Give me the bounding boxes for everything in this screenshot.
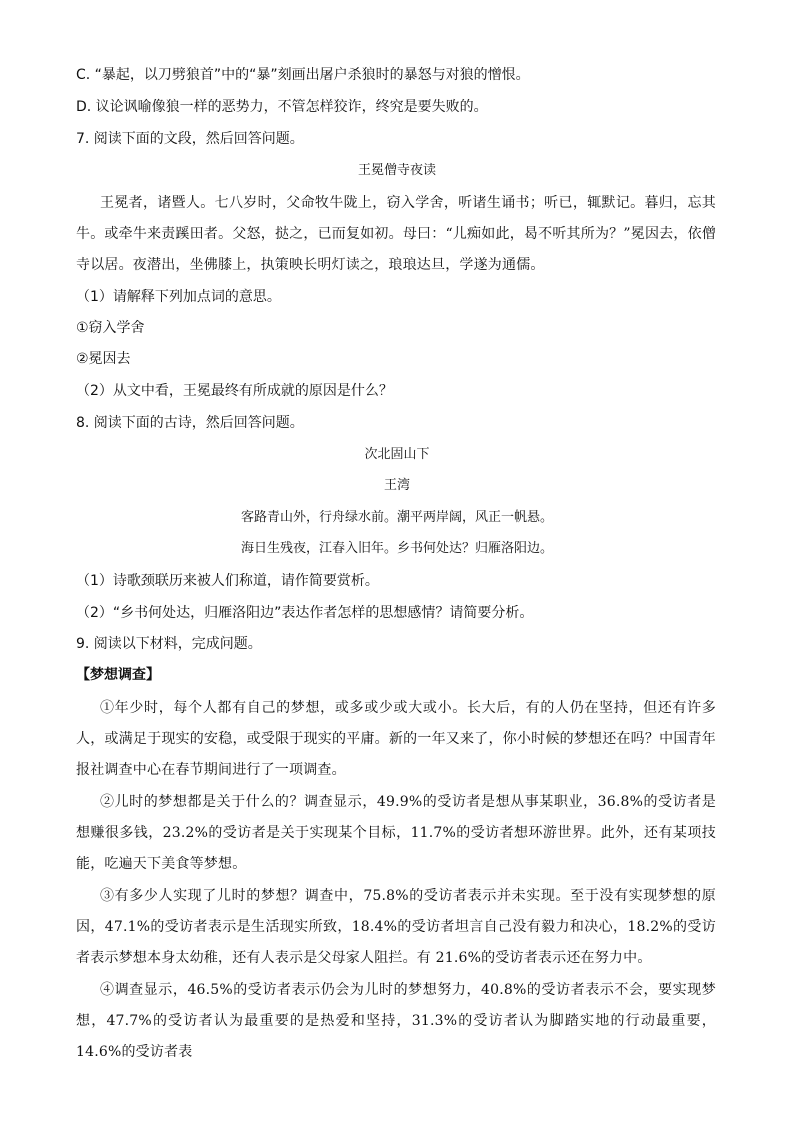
- option-d: D. 议论讽喻像狼一样的恶势力，不管怎样狡诈，终究是要失败的。: [76, 99, 488, 115]
- vocab-item-1: ①窃入学舍: [76, 320, 145, 336]
- survey-paragraph-3: ③有多少人实现了儿时的梦想？调查中，75.8%的受访者表示并未实现。至于没有实现梦想的原因，47.1%的受访者表示是生活现实所致，18.4%的受访者坦言自己没有毅力和决心，18.2%的受访者表示梦想本身太幼稚，还有人表示是父母家人阻拦。有 21.6%的受访者表示还在努力中。: [76, 888, 716, 966]
- survey-paragraph-4: ④调查显示，46.5%的受访者表示仍会为儿时的梦想努力，40.8%的受访者表示不会，要实现梦想，47.7%的受访者认为最重要的是热爱和坚持，31.3%的受访者认为脚踏实地的行动最重要，14.6%的受访者表: [76, 982, 716, 1060]
- poem-line-2: 海日生残夜，江春入旧年。乡书何处达？归雁洛阳边。: [240, 541, 553, 556]
- survey-paragraph-2: ②儿时的梦想都是关于什么的？调查显示，49.9%的受访者是想从事某职业，36.8%的受访者是想赚很多钱，23.2%的受访者是关于实现某个目标，11.7%的受访者想环游世界。此外，还有某项技能，吃遍天下美食等梦想。: [76, 794, 716, 872]
- classical-passage: 王冕者，诸暨人。七八岁时，父命牧牛陇上，窃入学舍，听诸生诵书；听已，辄默记。暮归，忘其牛。或牵牛来责蹊田者。父怒，挞之，已而复如初。母曰：“儿痴如此，曷不听其所为？”冕因去，依僧寺以居。夜潜出，坐佛膝上，执策映长明灯读之，琅琅达旦，学遂为通儒。: [76, 195, 716, 273]
- question-7-heading: 7. 阅读下面的文段，然后回答问题。: [76, 131, 304, 147]
- survey-paragraph-1: ①年少时，每个人都有自己的梦想，或多或少或大或小。长大后，有的人仍在坚持，但还有许多人，或满足于现实的安稳，或受限于现实的平庸。新的一年又来了，你小时候的梦想还在吗？中国青年报社调查中心在春节期间进行了一项调查。: [76, 700, 716, 778]
- vocab-item-2: ②冕因去: [76, 351, 131, 367]
- question-9-heading: 9. 阅读以下材料，完成问题。: [76, 636, 262, 652]
- option-c: C. “暴起，以刀劈狼首”中的“暴”刻画出屠户杀狼时的暴怒与对狼的憎恨。: [76, 67, 530, 83]
- question-8-heading: 8. 阅读下面的古诗，然后回答问题。: [76, 415, 304, 431]
- question-8-part-2: （2）“乡书何处达，归雁洛阳边”表达作者怎样的思想感情？请简要分析。: [76, 605, 534, 621]
- poem-title: 次北固山下: [364, 447, 430, 462]
- section-heading: 【梦想调查】: [76, 667, 160, 683]
- poem-author: 王湾: [383, 478, 410, 493]
- question-7-part-2: （2）从文中看，王冕最终有所成就的原因是什么？: [76, 383, 393, 399]
- poem-line-1: 客路青山外，行舟绿水前。潮平两岸阔，风正一帆悬。: [240, 510, 553, 525]
- question-8-part-1: （1）诗歌颈联历来被人们称道，请作简要赏析。: [76, 573, 379, 589]
- question-7-part-1: （1）请解释下列加点词的意思。: [76, 289, 281, 305]
- passage-title: 王冕僧寺夜读: [357, 163, 436, 178]
